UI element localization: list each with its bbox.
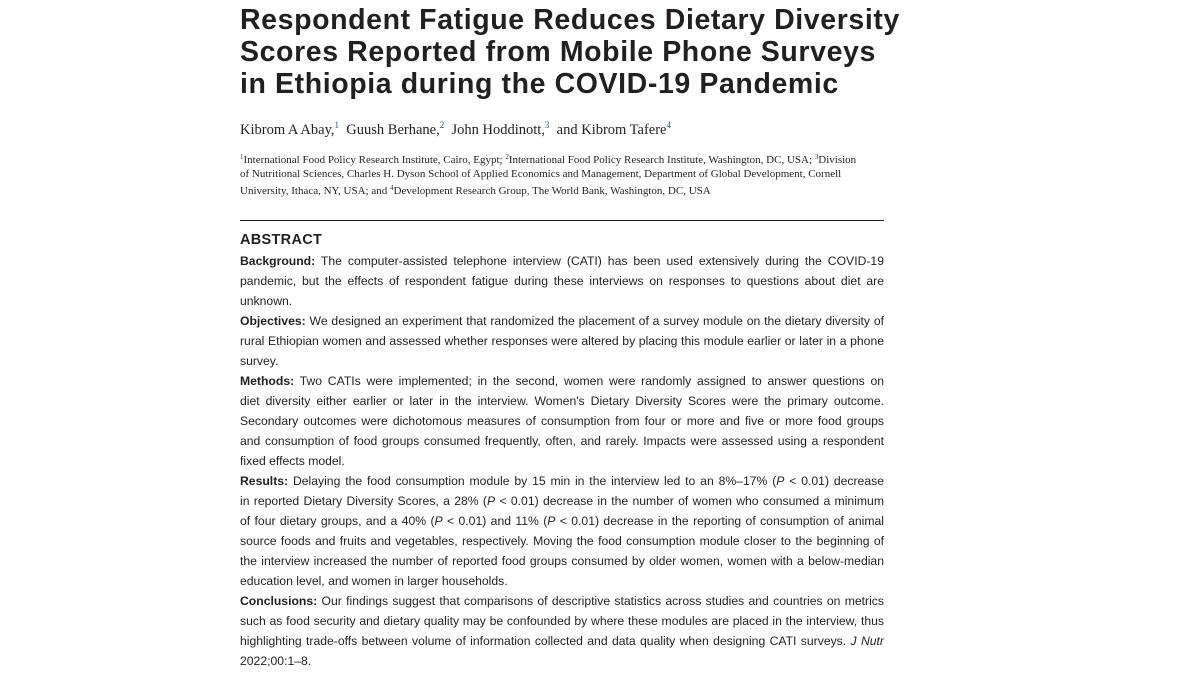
abstract-line: diet diversity either earlier or later in the interview. Women's Dietary Diversity Scores were the primary outcome. xyxy=(240,394,884,408)
author-list xyxy=(240,116,671,139)
abstract-line: highlighting trade-offs between volume of information collected and data quality when designing CATI surveys. J Nutr xyxy=(240,634,884,648)
author-name: Guush Berhane, xyxy=(346,122,440,138)
conclusions-label: Conclusions: xyxy=(240,594,318,608)
abstract-line: in reported Dietary Diversity Scores, a 28% (P < 0.01) decrease in the number of women who consumed a minimum xyxy=(240,494,884,508)
abstract-line: education level, and women in larger households. xyxy=(240,574,508,588)
abstract-line: Objectives: We designed an experiment that randomized the placement of a survey module on the dietary diversity of xyxy=(240,314,884,328)
abstract-line: the interview increased the number of reported food groups consumed by older women, women with a below-median xyxy=(240,554,884,568)
affiliation-link[interactable]: 4 xyxy=(666,120,671,130)
affiliation-link[interactable]: 2 xyxy=(439,120,445,130)
abstract-line: rural Ethiopian women and assessed whether responses were altered by placing this module earlier or later in a phone xyxy=(240,334,884,348)
background-label: Background: xyxy=(240,254,316,268)
methods-label: Methods: xyxy=(240,374,295,388)
title-line: Respondent Fatigue Reduces Dietary Diversity xyxy=(240,4,900,36)
abstract-line: and consumption of food groups consumed frequently, often, and rarely. Impacts were assessed using a respondent xyxy=(240,434,884,448)
title-line: Scores Reported from Mobile Phone Surveys xyxy=(240,36,876,68)
journal-name: J Nutr xyxy=(850,634,884,648)
abstract-line: survey. xyxy=(240,354,279,368)
section-divider xyxy=(240,220,884,221)
affiliation-line: University, Ithaca, NY, USA; and $^4$Development Research Group, The World Bank, Washington, DC, USA xyxy=(240,183,711,197)
affiliation-line: of Nutritional Sciences, Charles H. Dyson School of Applied Economics and Management, Department of Global Development, Cornell xyxy=(240,167,842,180)
affiliation-link[interactable]: 1 xyxy=(334,120,340,130)
abstract-line: such as food security and dietary quality may be confounded by where these modules are placed in the interview, thus xyxy=(240,614,884,628)
abstract-line: unknown. xyxy=(240,294,293,308)
objectives-label: Objectives: xyxy=(240,314,306,328)
title-line: in Ethiopia during the COVID-19 Pandemic xyxy=(240,68,839,100)
abstract xyxy=(240,232,884,671)
abstract-line: of four dietary groups, and a 40% (P < 0.01) and 11% (P < 0.01) decrease in the reporting of consumption of animal xyxy=(240,514,884,528)
affiliations xyxy=(240,151,890,198)
author-name: Kibrom A Abay, xyxy=(240,122,335,138)
abstract-line: fixed effects model. xyxy=(240,454,345,468)
abstract-line: pandemic, but the effects of respondent fatigue during these interviews on responses to questions about diet are xyxy=(240,274,884,288)
abstract-line: Secondary outcomes were dichotomous measures of consumption from four or more and five or more food groups xyxy=(240,414,884,428)
abstract-line: source foods and fruits and vegetables, respectively. Moving the food consumption module closer to the beginning of xyxy=(240,534,884,548)
affiliation-line: $^1$International Food Policy Research Institute, Cairo, Egypt; $^2$International Food Policy Research Institute, Washington, DC, USA; $^3$Division xyxy=(240,153,857,166)
citation: 2022;00:1–8. xyxy=(240,654,312,668)
results-label: Results: xyxy=(240,474,289,488)
abstract-heading: ABSTRACT xyxy=(240,232,323,248)
article-title xyxy=(240,4,920,100)
affiliation-link[interactable]: 3 xyxy=(544,120,550,130)
author-name: and Kibrom Tafere xyxy=(556,122,667,138)
abstract-line: Methods: Two CATIs were implemented; in the second, women were randomly assigned to answer questions on xyxy=(240,374,884,388)
author-name: John Hoddinott, xyxy=(451,122,545,138)
abstract-line: Conclusions: Our findings suggest that comparisons of descriptive statistics across studies and countries on metrics xyxy=(240,594,884,608)
abstract-line: Results: Delaying the food consumption module by 15 min in the interview led to an 8%–17% (P < 0.01) decrease xyxy=(240,474,884,488)
abstract-line: Background: The computer-assisted telephone interview (CATI) has been used extensively during the COVID-19 xyxy=(240,254,884,268)
